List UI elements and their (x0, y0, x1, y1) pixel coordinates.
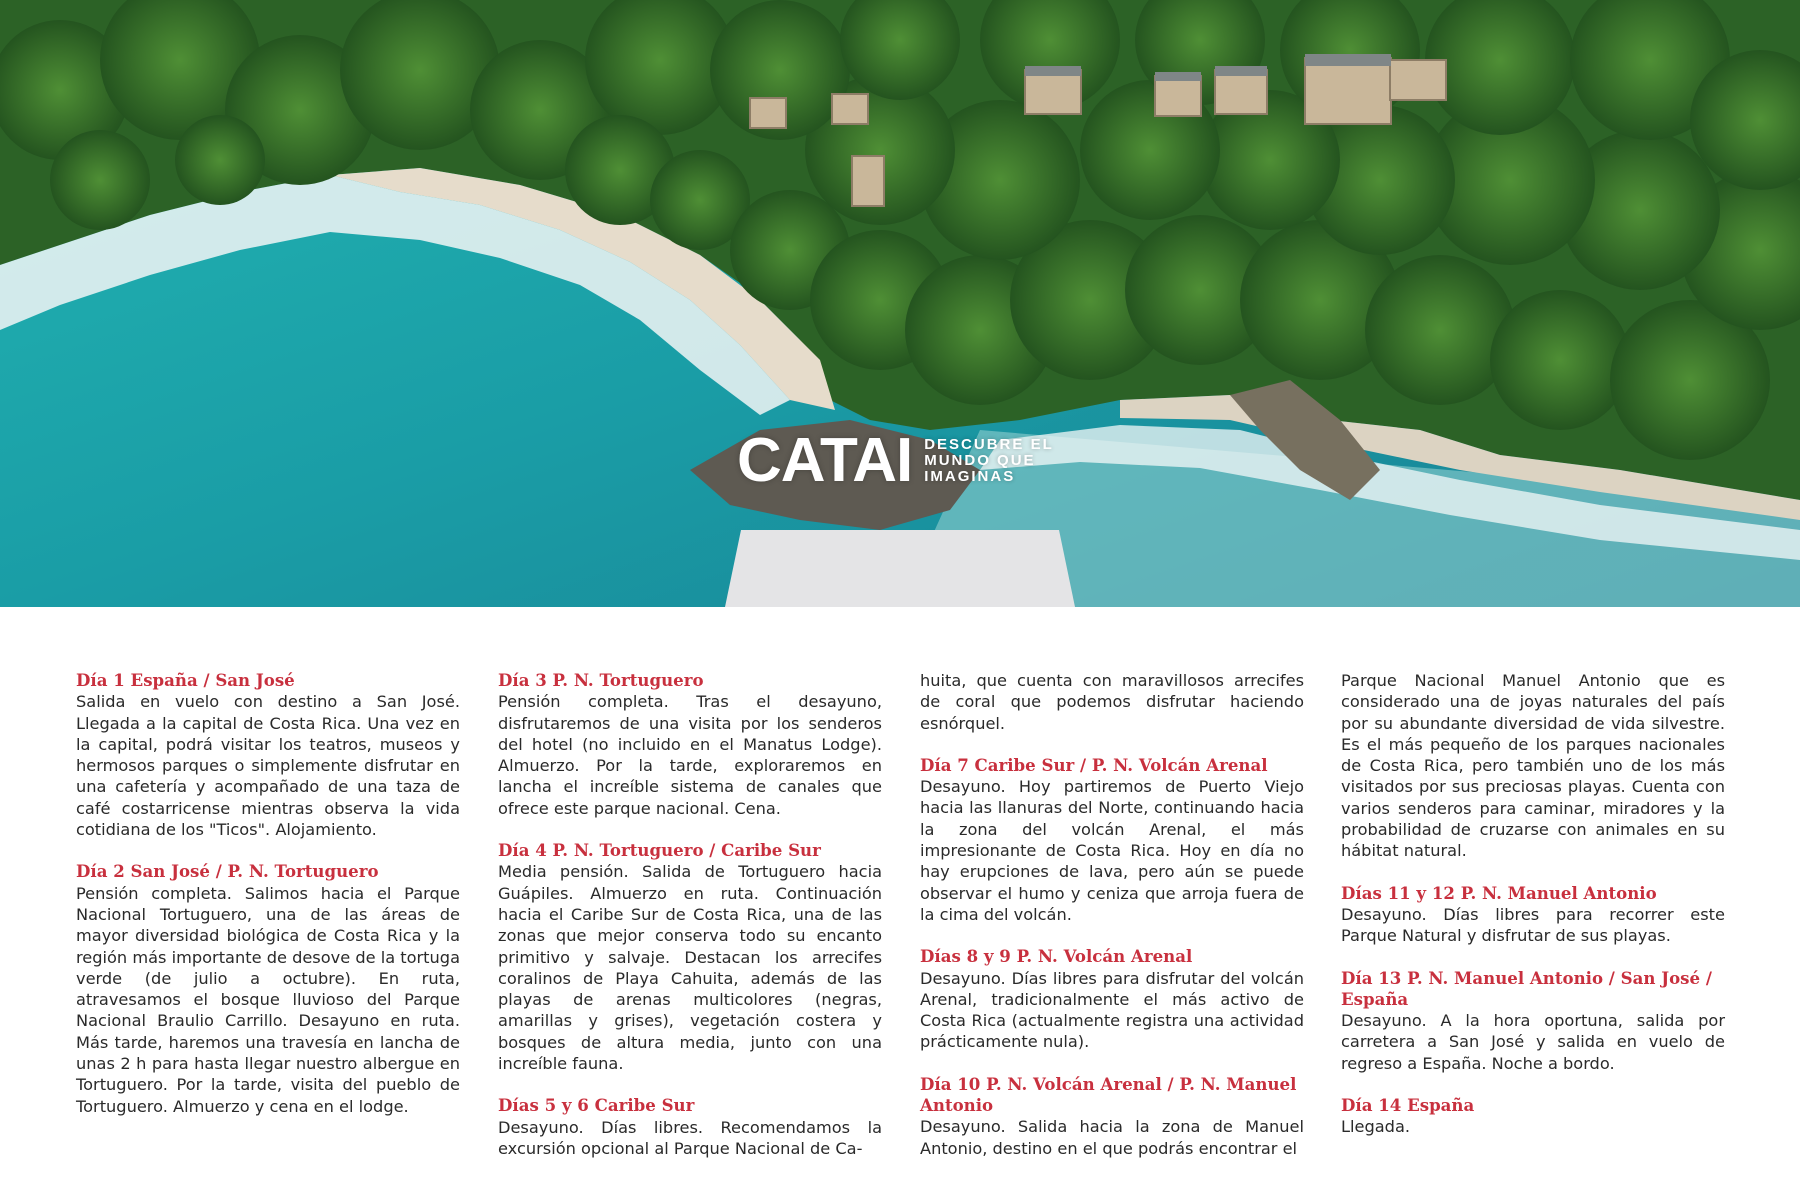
day-title: Día 3 P. N. Tortuguero (498, 670, 704, 690)
day-description: Desayuno. A la hora oportuna, salida por carretera a San José y salida en vuelo de regreso a España. Noche a bordo. (1341, 1011, 1725, 1073)
logo-tagline-line: DESCUBRE EL (924, 436, 1054, 453)
day-title: Días 5 y 6 Caribe Sur (498, 1095, 695, 1116)
day-title: Día 14 España (1341, 1095, 1475, 1116)
day-title: Días 11 y 12 P. N. Manuel Antonio (1341, 882, 1657, 903)
logo-tagline-line: MUNDO QUE (924, 452, 1036, 469)
itinerary-day (76, 670, 460, 840)
itinerary-column-2 (498, 670, 882, 1180)
page-tab-decoration (725, 530, 1075, 607)
day-description: Llegada. (1341, 1117, 1411, 1137)
day-description: Desayuno. Salida hacia la zona de Manuel Antonio, destino en el que podrás encontrar el (920, 1117, 1304, 1158)
catai-logo (737, 426, 1054, 495)
day-description: Desayuno. Días libres. Recomendamos la excursión opcional al Parque Nacional de Ca- (498, 1117, 882, 1158)
itinerary-day (920, 946, 1304, 1052)
day-title: Día 7 Caribe Sur / P. N. Volcán Arenal (920, 754, 1268, 775)
day-title: Día 1 España / San José (76, 670, 295, 690)
itinerary-day (498, 840, 882, 1074)
day-description: Pensión completa. Salimos hacia el Parque Nacional Tortuguero, una de las áreas de mayor diversidad biológica de Costa Rica y la región más importante de desove de la tortuga verde (de julio a octubre). En ruta, atravesamos el bosque lluvioso del Parque Nacional Braulio Carrillo. Desayuno en ruta. Más tarde, haremos una travesía en lancha de unas 2 h para hasta llegar nuestro albergue en Tortuguero. Por la tarde, visita del pueblo de Tortuguero. Almuerzo y cena en el lodge. (76, 883, 460, 1116)
itinerary-day (1341, 1095, 1725, 1138)
itinerary-column-4 (1341, 670, 1725, 1159)
itinerary-day (498, 1095, 882, 1159)
itinerary-day (498, 670, 882, 819)
day-title: Día 10 P. N. Volcán Arenal / P. N. Manuel Antonio (920, 1073, 1297, 1116)
itinerary-day (920, 755, 1304, 925)
day-title: Día 2 San José / P. N. Tortuguero (76, 861, 379, 882)
day-title: Días 8 y 9 P. N. Volcán Arenal (920, 946, 1193, 967)
logo-tagline-line: IMAGINAS (924, 468, 1016, 485)
itinerary-day (1341, 883, 1725, 947)
day-description: Desayuno. Días libres para recorrer este Parque Natural y disfrutar de sus playas. (1341, 904, 1725, 946)
day-description: Salida en vuelo con destino a San José. Llegada a la capital de Costa Rica. Una vez en la capital, podrá visitar los teatros, museos y hermosos parques o simplemente disfrutar en una cafetería y acompañado de una taza de café costarricense mientras observa la vida cotidiana de los "Ticos". Alojamiento. (76, 692, 460, 840)
day-description: Desayuno. Días libres para disfrutar del volcán Arenal, tradicionalmente el más activo de Costa Rica (actualmente registra una actividad prácticamente nula). (920, 968, 1304, 1052)
logo-wordmark: CATAI (737, 426, 913, 495)
itinerary-day (76, 861, 460, 1117)
continued-text: huita, que cuenta con maravillosos arrecifes de coral que podemos disfrutar haciendo esnórquel. (920, 671, 1304, 733)
day-description: Pensión completa. Tras el desayuno, disfrutaremos de una visita por los senderos del hotel (no incluido en el Manatus Lodge). Almuerzo. Por la tarde, exploraremos en lancha el increíble sistema de canales que ofrece este parque nacional. Cena. (498, 692, 882, 818)
itinerary-column-1 (76, 670, 460, 1138)
itinerary-day (920, 1074, 1304, 1159)
itinerary-day (1341, 968, 1725, 1074)
day-title: Día 4 P. N. Tortuguero / Caribe Sur (498, 840, 821, 861)
day-description: Desayuno. Hoy partiremos de Puerto Viejo hacia las llanuras del Norte, continuando hacia la zona del volcán Arenal, el más impresionante de Costa Rica. Hoy en día no hay erupciones de lava, pero aún se puede observar el humo y ceniza que arroja fuera de la cima del volcán. (920, 777, 1304, 924)
day-title: Día 13 P. N. Manuel Antonio / San José / España (1341, 967, 1712, 1009)
itinerary-column-3 (920, 670, 1304, 1180)
day-description: Media pensión. Salida de Tortuguero hacia Guápiles. Almuerzo en ruta. Continuación hacia el Caribe Sur de Costa Rica, una de las zonas que mejor conserva todo su encanto primitivo y salvaje. Destacan los arrecifes coralinos de Playa Cahuita, además de las playas de arenas multicolores (negras, amarillas y grises), vegetación costera y bosques de altura media, junto con una increíble fauna. (498, 862, 882, 1074)
continued-text: Parque Nacional Manuel Antonio que es considerado una de joyas naturales del país por su abundante diversidad de vida silvestre. Es el más pequeño de los parques nacionales de Costa Rica, pero también uno de los más visitados por sus preciosas playas. Cuenta con varios senderos para caminar, miradores y la probabilidad de cruzarse con animales en su hábitat natural. (1341, 671, 1725, 861)
logo-tagline (924, 437, 1054, 485)
